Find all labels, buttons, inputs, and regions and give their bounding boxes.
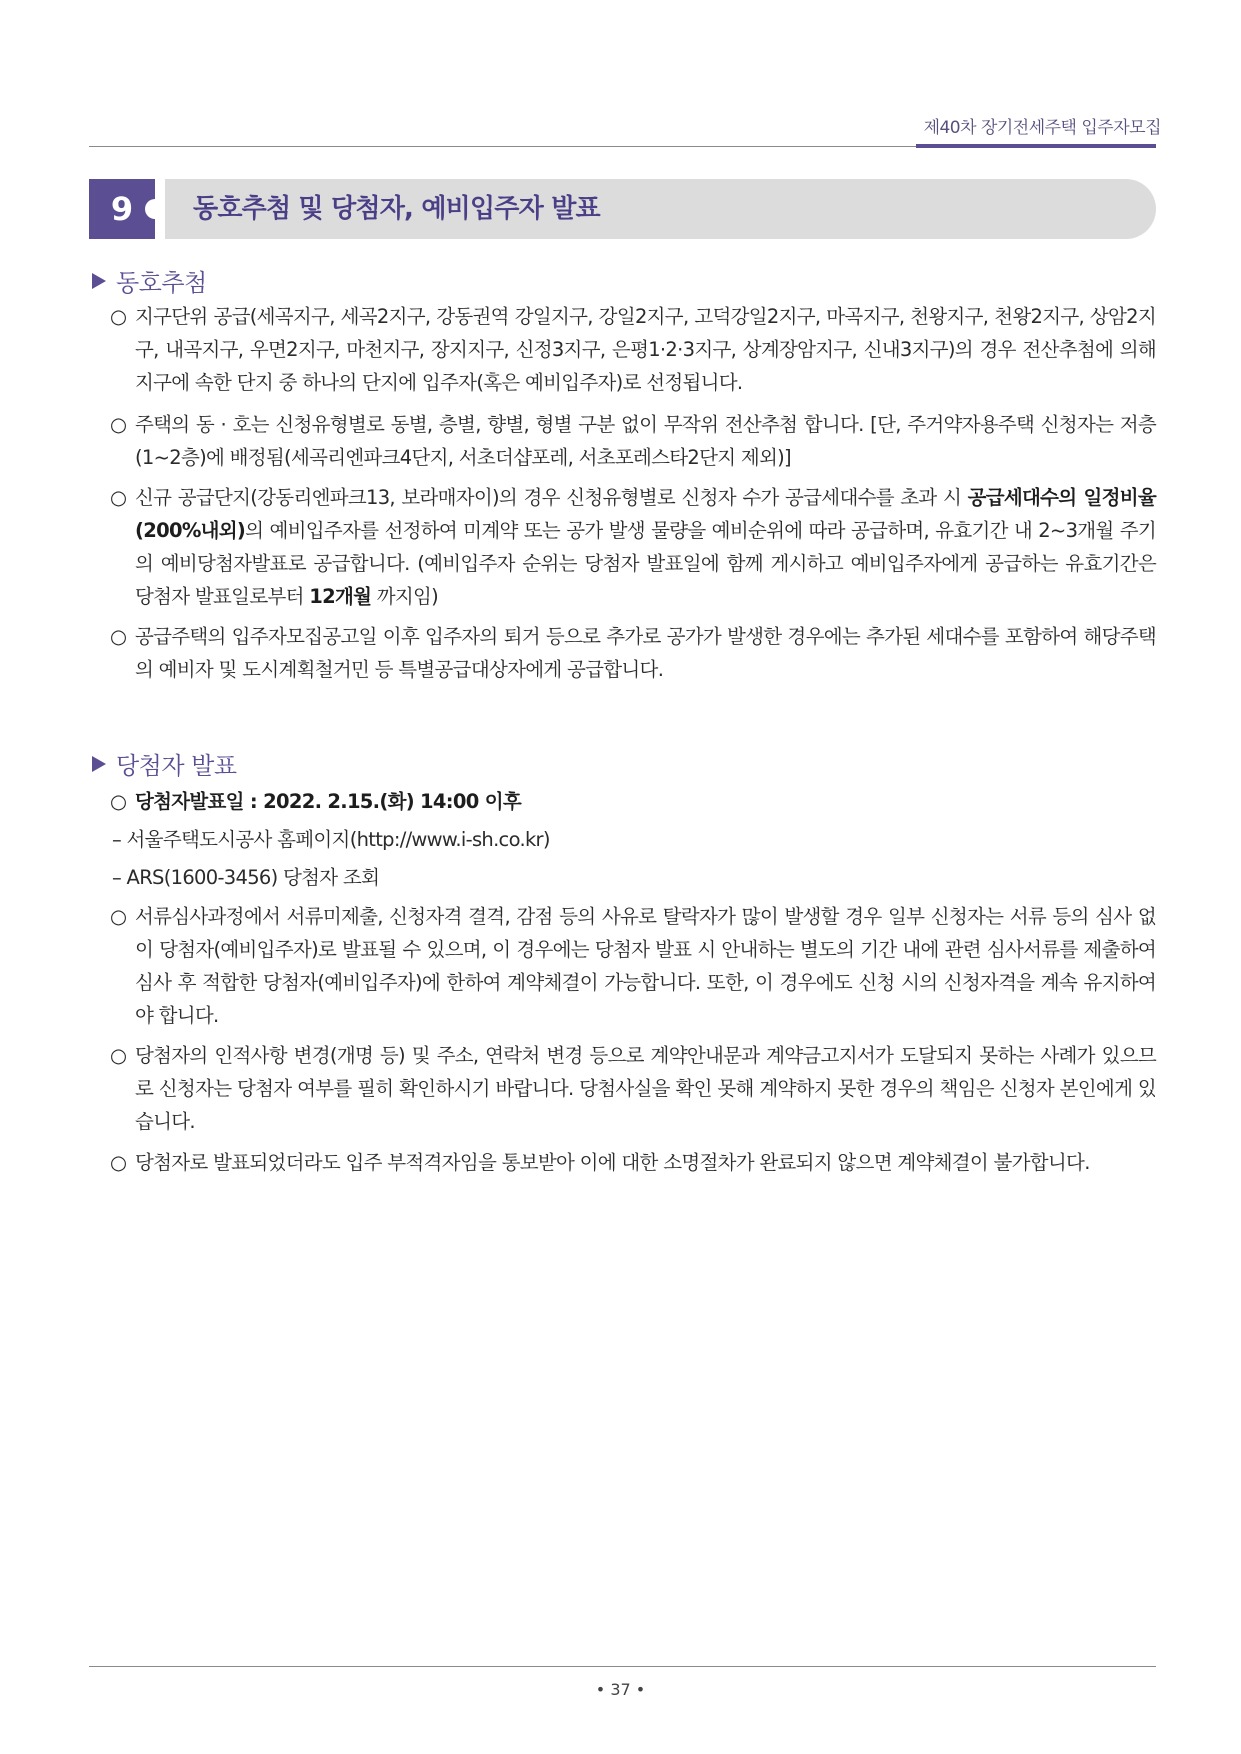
section-heading bbox=[89, 179, 1156, 239]
subsection-title: 동호추첨 bbox=[116, 269, 207, 297]
list-item bbox=[110, 408, 1156, 474]
section-number: 9 bbox=[89, 179, 155, 239]
list-item bbox=[110, 900, 1156, 1032]
list-item bbox=[110, 481, 1156, 613]
text-run: 의 예비입주자를 선정하여 미계약 또는 공가 발생 물량을 예비순위에 따라 공급하며, 유효기간 내 2~3개월 주기의 예비당첨자발표로 공급합니다. (예비입주자 순위는 당첨자 발표일에 함께 게시하고 예비입주자에게 공급하는 유효기간은 당첨자 발표일로부터 bbox=[135, 519, 1156, 608]
list-item-text: 공급주택의 입주자모집공고일 이후 입주자의 퇴거 등으로 추가로 공가가 발생한 경우에는 추가된 세대수를 포함하여 해당주택의 예비자 및 도시계획철거민 등 특별공급대상자에게 공급합니다. bbox=[135, 625, 1156, 681]
list-item-text: 당첨자로 발표되었더라도 입주 부적격자임을 통보받아 이에 대한 소명절차가 완료되지 않으면 계약체결이 불가합니다. bbox=[135, 1151, 1090, 1174]
subsection-heading-winners bbox=[92, 746, 237, 781]
dash-item-website: – 서울주택도시공사 홈페이지(http://www.i-sh.co.kr) bbox=[112, 828, 550, 851]
circle-bullet-icon: ○ bbox=[110, 413, 127, 436]
dash-item-ars: – ARS(1600-3456) 당첨자 조회 bbox=[112, 866, 380, 889]
subsection-title: 당첨자 발표 bbox=[116, 752, 237, 780]
circle-bullet-icon: ○ bbox=[110, 905, 127, 928]
page-number: • 37 • bbox=[595, 1680, 646, 1699]
circle-bullet-icon: ○ bbox=[110, 790, 127, 813]
subsection-heading-dongho bbox=[92, 263, 207, 298]
text-run: 까지임) bbox=[371, 585, 439, 608]
list-item bbox=[110, 1039, 1156, 1138]
list-item-text: 서류심사과정에서 서류미제출, 신청자격 결격, 감점 등의 사유로 탈락자가 많이 발생할 경우 일부 신청자는 서류 등의 심사 없이 당첨자(예비입주자)로 발표될 수 있으며, 이 경우에는 당첨자 발표 시 안내하는 별도의 기간 내에 관련 심사서류를 제출하여 심사 후 적합한 당첨자(예비입주자)에 한하여 계약체결이 가능합니다. 또한, 이 경우에도 신청 시의 신청자격을 계속 유지하여야 합니다. bbox=[135, 905, 1156, 1027]
circle-bullet-icon: ○ bbox=[110, 305, 127, 328]
announcement-date: 당첨자발표일 : 2022. 2.15.(화) 14:00 이후 bbox=[135, 790, 521, 813]
list-item bbox=[110, 300, 1156, 399]
triangle-bullet-icon bbox=[92, 756, 106, 772]
footer-rule bbox=[89, 1666, 1156, 1667]
bold-text: 12개월 bbox=[309, 585, 372, 608]
section-title: 동호추첨 및 당첨자, 예비입주자 발표 bbox=[193, 194, 600, 224]
list-item bbox=[110, 785, 1156, 818]
list-item-text: 지구단위 공급(세곡지구, 세곡2지구, 강동권역 강일지구, 강일2지구, 고덕강일2지구, 마곡지구, 천왕지구, 천왕2지구, 상암2지구, 내곡지구, 우면2지구, 마천지구, 장지지구, 신정3지구, 은평1·2·3지구, 상계장암지구, 신내3지구)의 경우 전산추첨에 의해 지구에 속한 단지 중 하나의 단지에 입주자(혹은 예비입주자)로 선정됩니다. bbox=[135, 305, 1156, 394]
list-item-text: 당첨자의 인적사항 변경(개명 등) 및 주소, 연락처 변경 등으로 계약안내문과 계약금고지서가 도달되지 못하는 사례가 있으므로 신청자는 당첨자 여부를 필히 확인하시기 바랍니다. 당첨사실을 확인 못해 계약하지 못한 경우의 책임은 신청자 본인에게 있습니다. bbox=[135, 1044, 1156, 1133]
list-item bbox=[110, 1146, 1156, 1179]
list-item-text bbox=[135, 481, 1156, 613]
section-dot bbox=[145, 199, 165, 219]
list-item-text: 주택의 동 · 호는 신청유형별로 동별, 층별, 향별, 형별 구분 없이 무작위 전산추첨 합니다. [단, 주거약자용주택 신청자는 저층(1~2층)에 배정됨(세곡리엔파크4단지, 서초더샵포레, 서초포레스타2단지 제외)] bbox=[135, 413, 1156, 469]
circle-bullet-icon: ○ bbox=[110, 625, 127, 648]
header-accent-bar bbox=[916, 144, 1156, 148]
bold-text: 공급세대수의 일정비율(200%내외) bbox=[135, 486, 1156, 542]
circle-bullet-icon: ○ bbox=[110, 486, 127, 509]
running-header: 제40차 장기전세주택 입주자모집 bbox=[923, 118, 1161, 138]
circle-bullet-icon: ○ bbox=[110, 1151, 127, 1174]
triangle-bullet-icon bbox=[92, 273, 106, 289]
list-item bbox=[110, 620, 1156, 686]
circle-bullet-icon: ○ bbox=[110, 1044, 127, 1067]
text-run: 신규 공급단지(강동리엔파크13, 보라매자이)의 경우 신청유형별로 신청자 수가 공급세대수를 초과 시 bbox=[135, 486, 968, 509]
